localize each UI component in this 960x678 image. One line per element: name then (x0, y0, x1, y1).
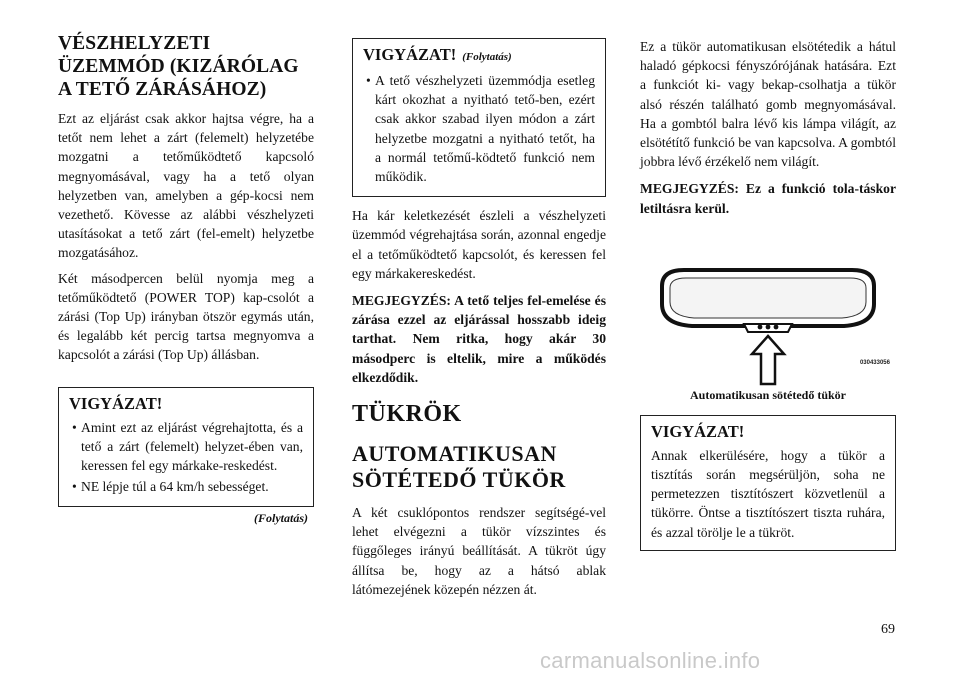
watermark: carmanualsonline.info (540, 648, 761, 673)
warning-title: VIGYÁZAT! (651, 421, 745, 441)
warning-title: VIGYÁZAT! (363, 45, 457, 64)
section-heading-auto-dimming-mirror: AUTOMATIKUSAN SÖTÉTEDŐ TÜKÖR (352, 441, 566, 493)
continued-label: (Folytatás) (462, 51, 512, 63)
section-heading-emergency-mode: VÉSZHELYZETI ÜZEMMÓD (KIZÁRÓLAG A TETŐ ZÁRÁSÁHOZ) (58, 33, 299, 100)
warning-title-row (363, 45, 595, 67)
paragraph: Ezt az eljárást csak akkor hajtsa végre, ha a tetőt nem lehet a zárt (felemelt) helyzetébe mozgatni a tetőműködtető kapcsoló megnyomásával, vagy ha a tető olyan helyzetben van, amelyben a gép-kocsi nem vezethető. Kövesse az alábbi vészhelyzeti utasításokat a tető zárt (fel-emelt) helyzetbe mozgatásához. (58, 111, 314, 261)
page-number: 69 (881, 622, 895, 637)
rearview-mirror-icon (644, 258, 892, 388)
warning-list (69, 418, 303, 497)
warning-box (640, 415, 896, 551)
continued-label: (Folytatás) (254, 511, 308, 526)
paragraph: Két másodpercen belül nyomja meg a tetőműködtető (POWER TOP) kap-csolót a zárási (Top Up) irányban ötször egymás után, és legalább két percig tartsa megnyomva a kapcsolót a zárási (Top Up) állásban. (58, 270, 314, 363)
warning-item: • Amint ezt az eljárást végrehajtotta, és a tető a zárt (felemelt) helyzet-ében van, keressen fel egy márkake-reskedést. (69, 418, 303, 476)
column-left (58, 32, 314, 526)
warning-box-continued (352, 38, 606, 197)
figure-caption: Automatikusan sötétedő tükör (689, 387, 846, 402)
figure-code: 030433056 (859, 359, 890, 366)
warning-item: • NE lépje túl a 64 km/h sebességet. (69, 477, 303, 496)
paragraph: A két csuklópontos rendszer segítségé-vel lehet elvégezni a tükör vízszintes és függőleges irányú beállítását. A tükröt úgy állítsa be, hogy az a hátsó ablak látómezejének közepén nézzen át. (352, 505, 606, 597)
warning-title: VIGYÁZAT! (69, 393, 163, 413)
warning-list (363, 71, 595, 186)
mirror-illustration (644, 258, 892, 388)
warning-item: • A tető vészhelyzeti üzemmódja esetleg kárt okozhat a nyitható tető-ben, ezért csak akkor szabad ilyen módon a zárt helyzetbe mozgatni a nyitható tetőt, ha a normál tetőmű-ködtető funkció nem működik. (363, 71, 595, 186)
warning-text: Annak elkerülésére, hogy a tükör a tisztítás során megsérüljön, soha ne permetezzen tisztítószert közvetlenül a tükörre. Öntse a tisztítószert tiszta ruhára, és azzal törölje le a tükröt. (651, 447, 885, 540)
note-paragraph: MEGJEGYZÉS: Ez a funkció tola-táskor letiltásra kerül. (640, 181, 896, 216)
section-heading-mirrors: TÜKRÖK (352, 401, 462, 428)
paragraph: Ha kár keletkezését észleli a vészhelyzeti üzemmód végrehajtása során, azonnal engedje el a tetőműködtető kapcsolót, és keressen fel egy márkakereskedést. (352, 208, 606, 281)
paragraph: Ez a tükör automatikusan elsötétedik a hátul haladó gépkocsi fényszórójának hatására. Ezt a funkciót ki- vagy bekap-csolhatja a tükör alsó részén található gomb megnyomásával. Ha a gombtól balra lévő kis lámpa világít, az elsötétítő funkció be van kapcsolva. A gombtól jobbra lévő érzékelő nem világít. (640, 39, 896, 170)
column-middle (352, 38, 606, 605)
note-paragraph: MEGJEGYZÉS: A tető teljes fel-emelése és zárása ezzel az eljárással hosszabb ideig tarthat. Nem ritka, hogy akár 30 másodperc is eltelik, mire a működés elkezdődik. (352, 293, 606, 385)
column-right (640, 37, 896, 551)
warning-box (58, 387, 314, 508)
